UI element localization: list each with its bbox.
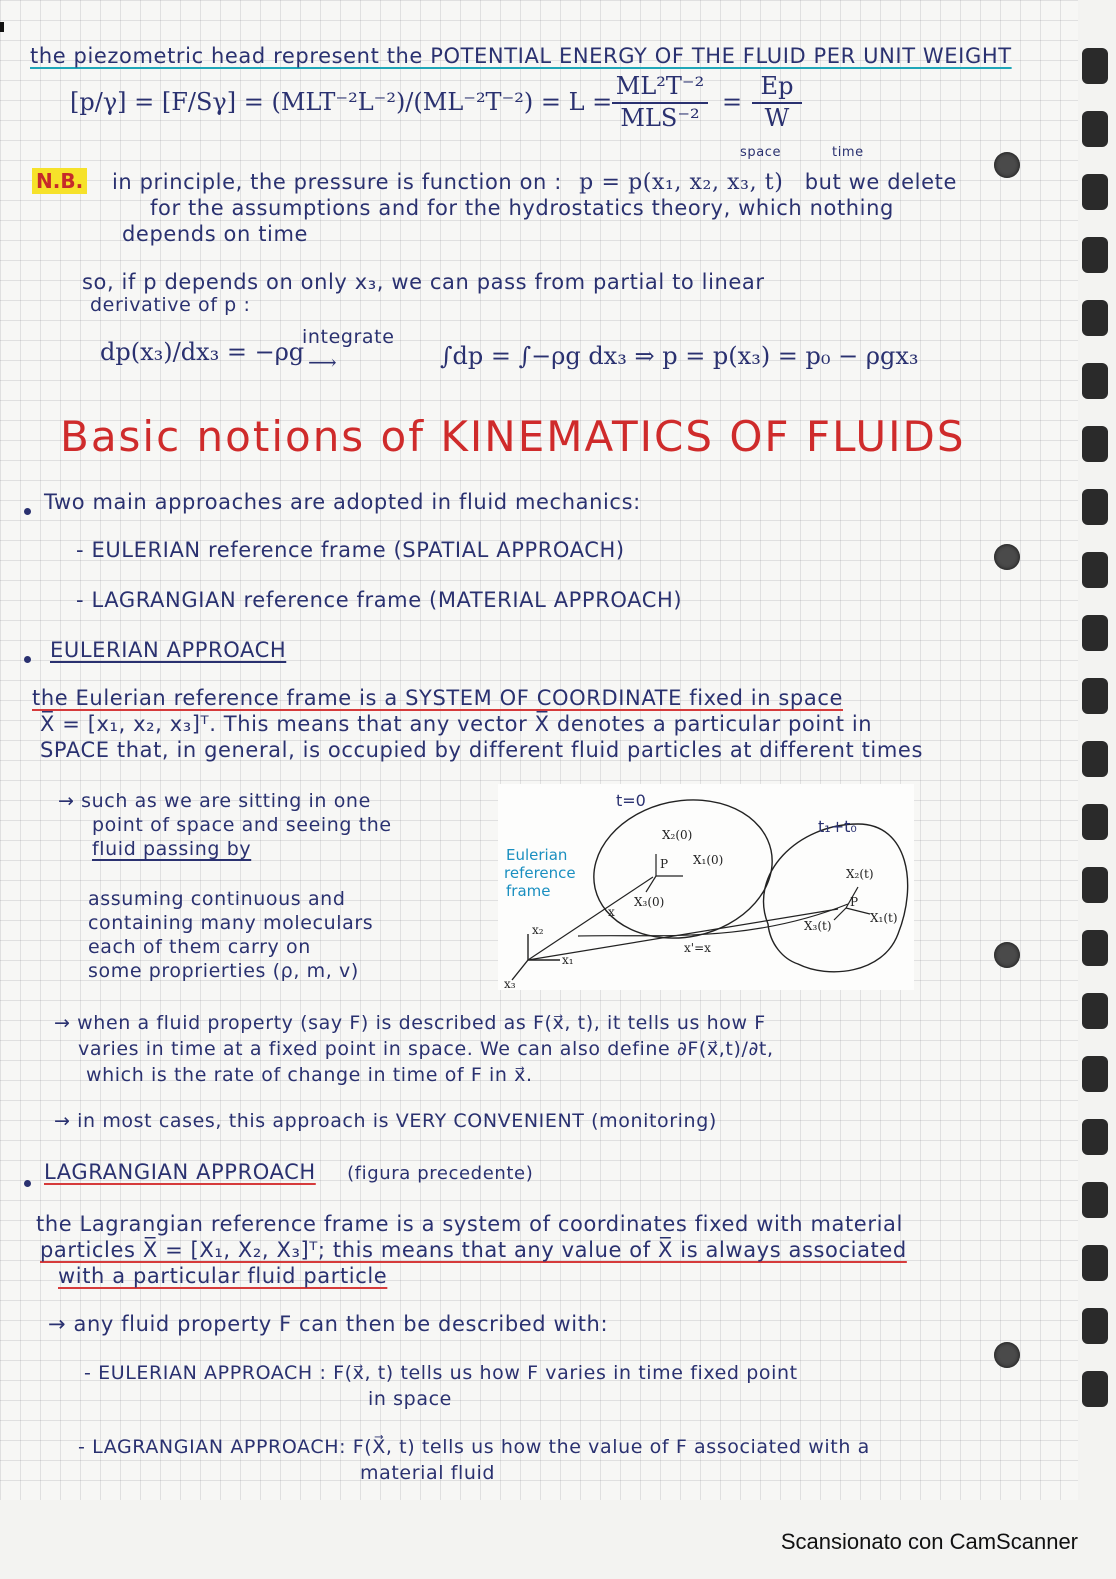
fraction-mlt: ML²T⁻² MLS⁻² [612,72,708,132]
label-p-t0: P [660,857,669,871]
two-approaches-line: Two main approaches are adopted in fluid mechanics: [44,490,641,514]
binder-hole [1082,300,1108,336]
scanner-watermark: Scansionato con CamScanner [780,1529,1078,1554]
pressure-derivative: dp(x₃)/dx₃ = −ρg [100,338,305,366]
binder-hole [1082,678,1108,714]
lagrangian-approach-desc-2: material fluid [360,1462,496,1484]
eulerian-lagrangian-figure [498,784,914,990]
dimension-formula: [p/γ] = [F/Sγ] = (MLT⁻²L⁻²)/(ML⁻²T⁻²) = L = [70,88,613,116]
note-described-1: → when a fluid property (say F) is described as F(x⃗, t), it tells us how F [54,1012,766,1034]
binder-hole [1082,804,1108,840]
binder-hole [1082,1056,1108,1092]
note-continuous-4: some proprierties (ρ, m, v) [88,960,359,982]
piezometric-head-line: the piezometric head represent the POTENTIAL ENERGY OF THE FLUID PER UNIT WEIGHT [30,44,1012,68]
nb-line-3: depends on time [122,222,309,246]
lagrangian-approach-desc-1: - LAGRANGIAN APPROACH: F(X⃗, t) tells us how the value of F associated with a [78,1436,870,1458]
label-x2-t: X₂(t) [846,867,874,881]
binder-hole [1082,930,1108,966]
label-axis-x2: x₂ [532,923,544,937]
binder-hole [1082,615,1108,651]
note-described-3: which is the rate of change in time of F in x⃗. [86,1064,533,1086]
label-x1-t: X₁(t) [870,911,898,925]
time-label: time [832,145,864,160]
binder-hole [1082,426,1108,462]
label-x3-0: X₃(0) [634,895,665,909]
eulerian-def-2: X̅ = [x₁, x₂, x₃]ᵀ. This means that any vector X̅ denotes a particular point in [40,712,873,736]
binder-hole [1082,1245,1108,1281]
binder-hole [1082,363,1108,399]
note-described-2: varies in time at a fixed point in space. We can also define ∂F(x⃗,t)/∂t, [78,1038,774,1060]
punch-hole [994,544,1020,570]
equals-sign: = [722,88,743,116]
note-sitting-3: fluid passing by [92,838,252,860]
nb-line-2: for the assumptions and for the hydrostatics theory, which nothing [150,196,894,220]
eulerian-approach-title: EULERIAN APPROACH [50,638,287,662]
integrate-label: integrate [302,326,395,348]
frame-label-3: frame [506,882,551,900]
integrate-arrow: ⟶ [308,350,337,374]
note-continuous-2: containing many moleculars [88,912,374,934]
bullet-dot [24,1180,31,1187]
binder-hole [1082,993,1108,1029]
label-p-t1: P [850,895,859,909]
bullet-dot [24,656,31,663]
binder-holes [1078,0,1116,1500]
region-t1 [764,824,908,972]
frame-label-2: reference [504,864,576,882]
frame-label-1: Eulerian [506,846,568,864]
label-axis-x3: x₃ [504,977,516,990]
binder-hole [1082,1371,1108,1407]
label-t1: t₁+t₀ [818,817,857,836]
label-x1-0: X₁(0) [693,853,724,867]
note-continuous-1: assuming continuous and [88,888,346,910]
binder-hole [1082,174,1108,210]
label-x-prime: x'=x [684,941,711,955]
label-axis-x1: x₁ [562,953,574,967]
lagrangian-def-1: the Lagrangian reference frame is a system of coordinates fixed with material [36,1212,903,1236]
nb-highlight: N.B. [32,168,87,194]
binder-hole [1082,111,1108,147]
lagrangian-def-3: with a particular fluid particle [58,1264,388,1288]
note-sitting-1: → such as we are sitting in one [58,790,371,812]
space-label: space [740,145,782,160]
binder-hole [1082,237,1108,273]
binder-hole [1082,741,1108,777]
punch-hole [994,152,1020,178]
section-heading: Basic notions of KINEMATICS OF FLUIDS [60,412,966,461]
label-x2-0: X₂(0) [662,828,693,842]
eulerian-def-3: SPACE that, in general, is occupied by different fluid particles at different times [40,738,923,762]
position-vector-t [528,909,838,960]
eulerian-item: - EULERIAN reference frame (SPATIAL APPROACH) [76,538,625,562]
nb-line-1: in principle, the pressure is function on : p = p(x₁, x₂, x₃, t) but we delete [112,170,957,195]
binder-hole [1082,489,1108,525]
punch-hole [994,1342,1020,1368]
bullet-dot [24,508,31,515]
eulerian-approach-desc-2: in space [368,1388,452,1410]
note-sitting-2: point of space and seeing the [92,814,392,836]
note-continuous-3: each of them carry on [88,936,311,958]
binder-hole [1082,1182,1108,1218]
scan-corner-mark [0,22,4,32]
lagrangian-item: - LAGRANGIAN reference frame (MATERIAL APPROACH) [76,588,683,612]
label-x3-t: X₃(t) [804,919,832,933]
eulerian-approach-desc-1: - EULERIAN APPROACH : F(x⃗, t) tells us how F varies in time fixed point [84,1362,798,1384]
binder-hole [1082,867,1108,903]
fraction-ep-w: Ep W [752,72,802,132]
note-convenient: → in most cases, this approach is VERY CONVENIENT (monitoring) [54,1110,717,1132]
partial-to-linear-line: so, if p depends on only x₃, we can pass from partial to linear [82,270,765,294]
lagrangian-approach-title: LAGRANGIAN APPROACH (figura precedente) [44,1160,534,1184]
pressure-integration: ∫dp = ∫−ρg dx₃ ⇒ p = p(x₃) = p₀ − ρgx₃ [440,342,919,370]
figure-svg [498,784,914,990]
eulerian-def-1: the Eulerian reference frame is a SYSTEM OF COORDINATE fixed in space [32,686,843,710]
label-t0: t=0 [616,791,646,810]
punch-hole [994,942,1020,968]
label-x-vector: x [608,905,615,919]
binder-hole [1082,552,1108,588]
binder-hole [1082,48,1108,84]
fluid-property-line: → any fluid property F can then be described with: [48,1312,609,1336]
binder-hole [1082,1308,1108,1344]
derivative-of-p-line: derivative of p : [90,294,251,316]
binder-hole [1082,1119,1108,1155]
lagrangian-def-2: particles X̅ = [X₁, X₂, X₃]ᵀ; this means that any value of X̅ is always associated [40,1238,907,1262]
